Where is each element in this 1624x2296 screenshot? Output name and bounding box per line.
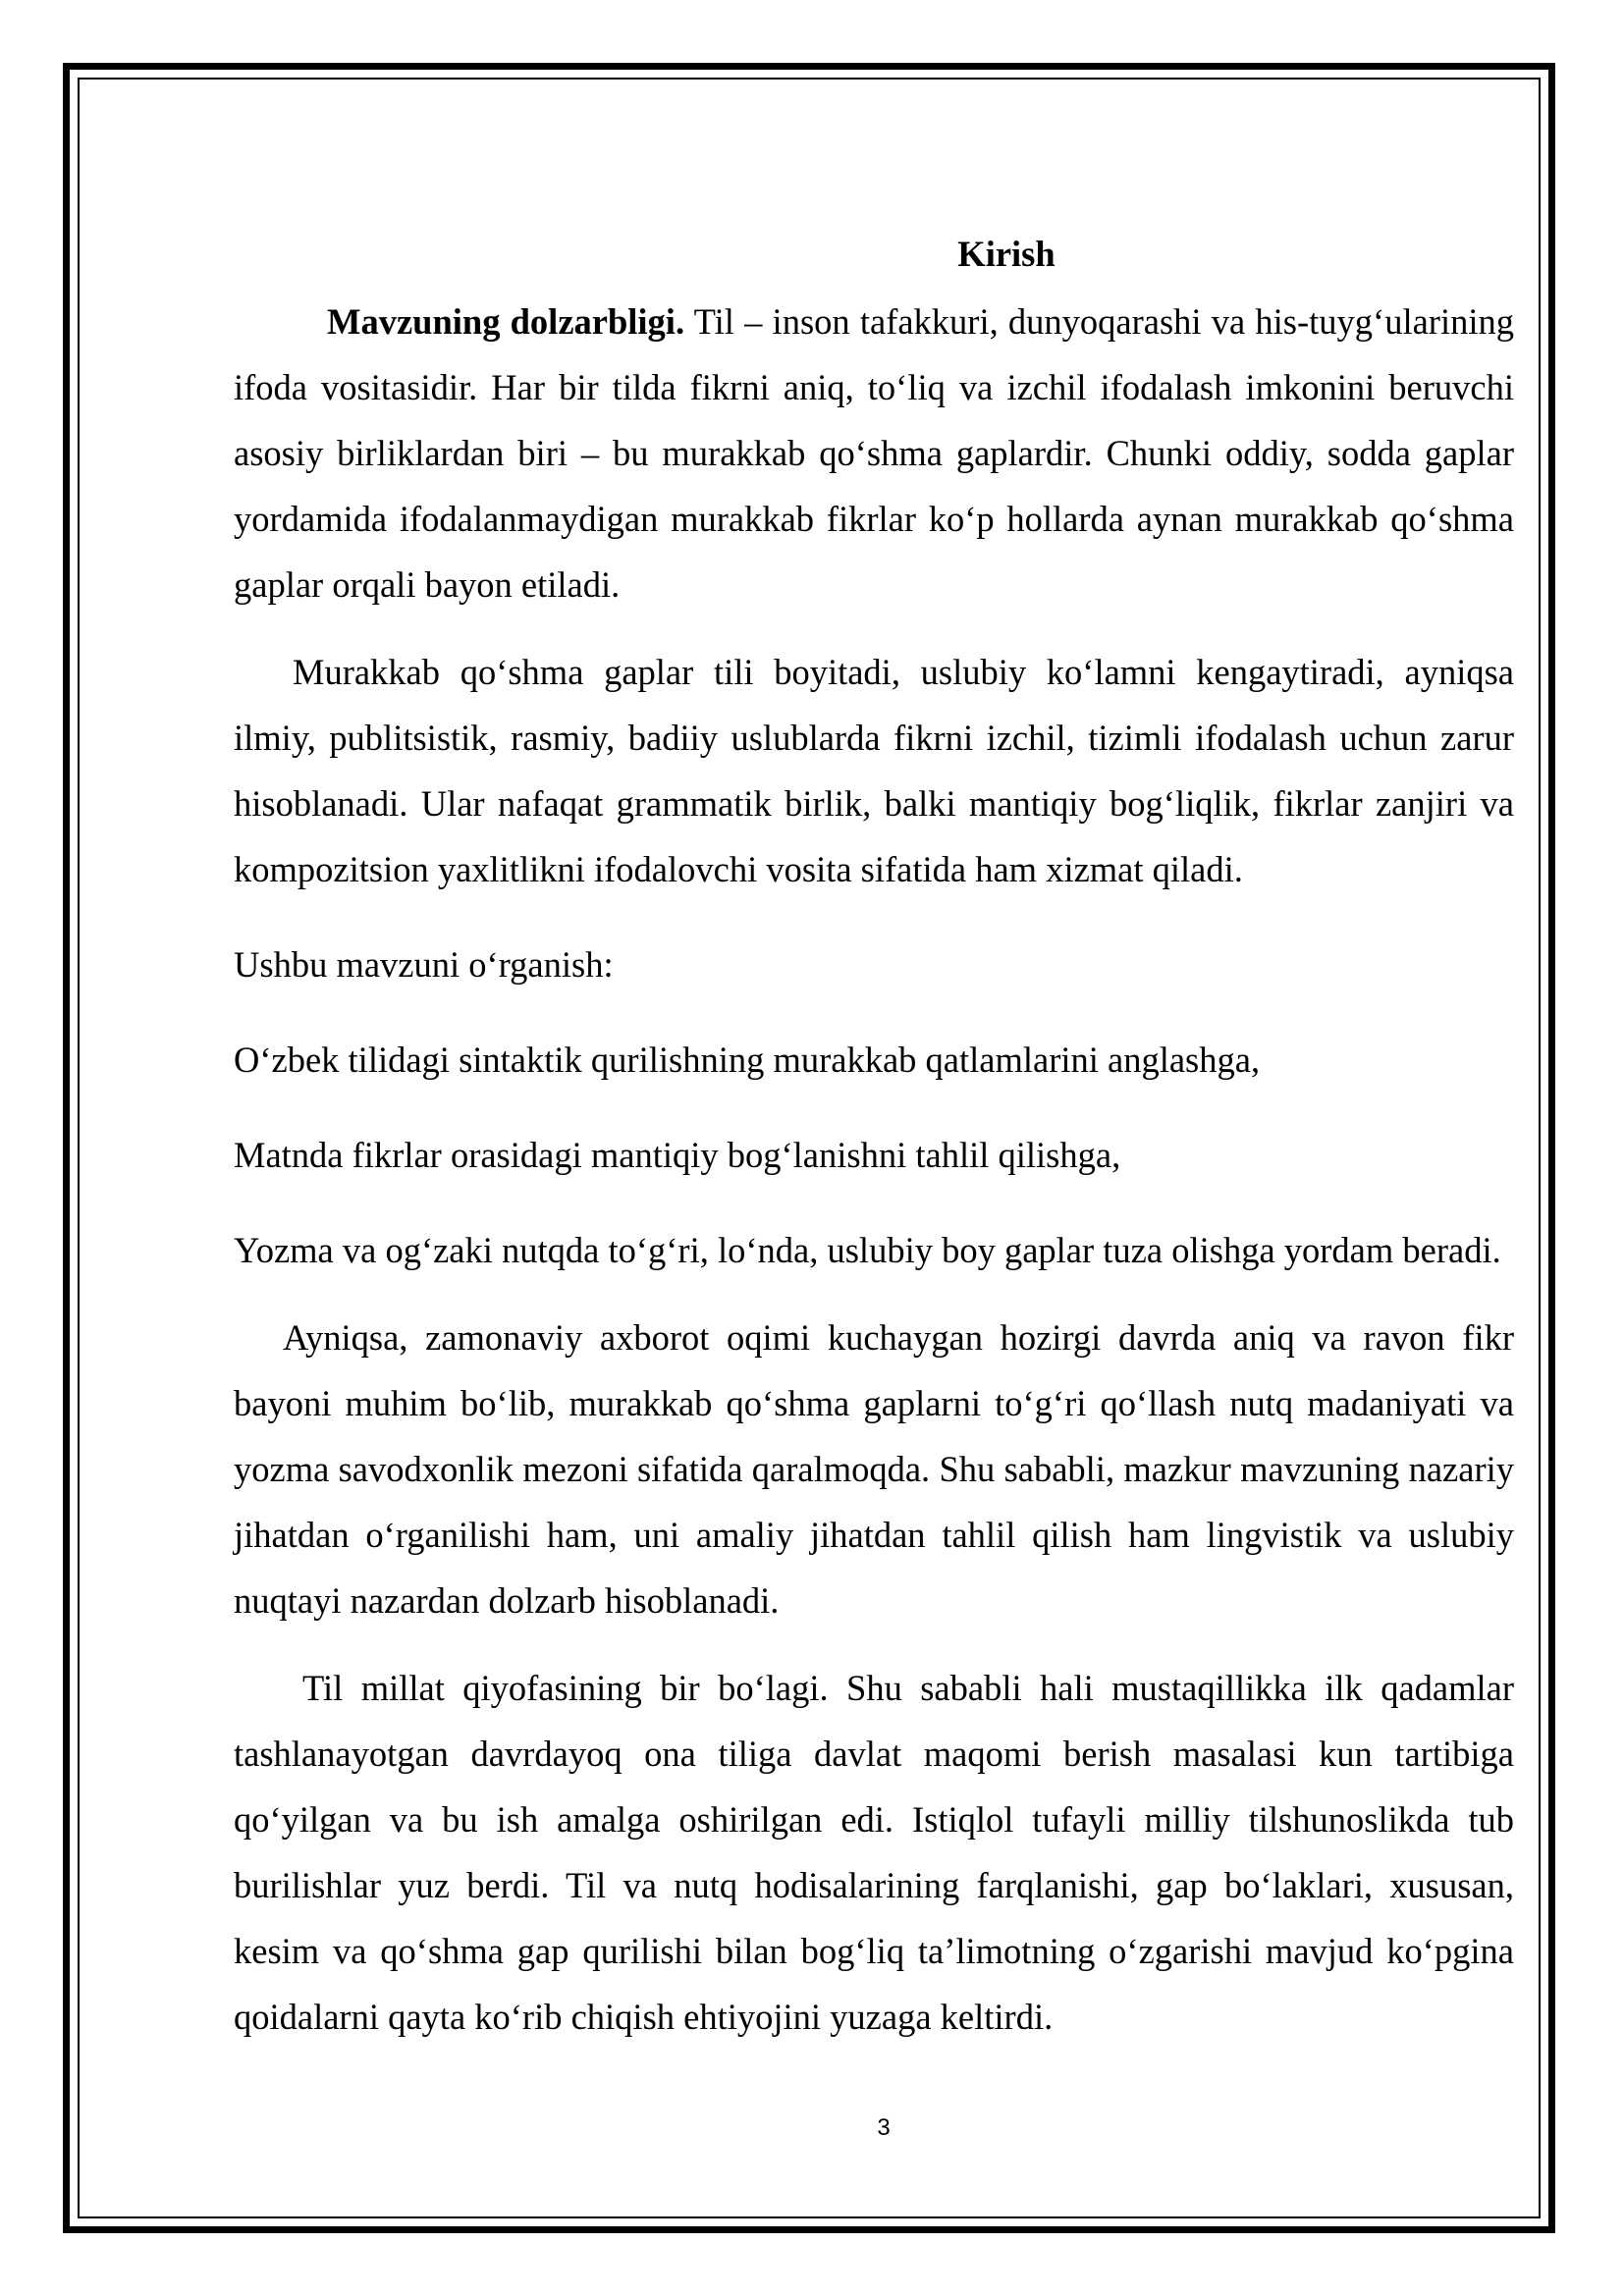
list-item: Yozma va og‘zaki nutqda to‘g‘ri, lo‘nda, uslubiy boy gaplar tuza olishga yordam beradi. xyxy=(234,1230,1501,1270)
document-body xyxy=(234,220,1514,2050)
page-number: 3 xyxy=(877,2114,891,2141)
section-heading: Kirish xyxy=(957,234,1056,274)
list-intro: Ushbu mavzuni o‘rganish: xyxy=(234,944,614,985)
paragraph-information-flow: Ayniqsa, zamonaviy axborot oqimi kuchaygan hozirgi davrda aniq va ravon fikr bayoni muhim bo‘lib, murakkab qo‘shma gaplarni to‘g‘ri qo‘llash nutq madaniyati va yozma savodxonlik mezoni sifatida qaralmoqda. Shu sababli, mazkur mavzuning nazariy jihatdan o‘rganilishi ham, uni amaliy jihatdan tahlil qilish ham lingvistik va uslubiy nuqtayi nazardan dolzarb hisoblanadi. xyxy=(234,1317,1514,1621)
paragraph-lead: Mavzuning dolzarbligi. xyxy=(327,301,685,342)
list-item: O‘zbek tilidagi sintaktik qurilishning murakkab qatlamlarini anglashga, xyxy=(234,1040,1261,1080)
paragraph-nation-language: Til millat qiyofasining bir bo‘lagi. Shu sababli hali mustaqillikka ilk qadamlar tashlanayotgan davrdayoq ona tiliga davlat maqomi berish masalasi kun tartibiga qo‘yilgan va bu ish amalga oshirilgan edi. Istiqlol tufayli milliy tilshunoslikda tub burilishlar yuz berdi. Til va nutq hodisalarining farqlanishi, gap bo‘laklari, xususan, kesim va qo‘shma gap qurilishi bilan bog‘liq ta’limotning o‘zgarishi mavjud ko‘pgina qoidalarni qayta ko‘rib chiqish ehtiyojini yuzaga keltirdi. xyxy=(234,1668,1514,2037)
paragraph-complex-sentences: Murakkab qo‘shma gaplar tili boyitadi, uslubiy ko‘lamni kengaytiradi, ayniqsa ilmiy, publitsistik, rasmiy, badiiy uslublarda fikrni izchil, tizimli ifodalash uchun zarur hisoblanadi. Ular nafaqat grammatik birlik, balki mantiqiy bog‘liqlik, fikrlar zanjiri va kompozitsion yaxlitlikni ifodalovchi vosita sifatida ham xizmat qiladi. xyxy=(234,652,1514,889)
list-item: Matnda fikrlar orasidagi mantiqiy bog‘lanishni tahlil qilishga, xyxy=(234,1135,1121,1175)
paragraph-text: Til – inson tafakkuri, dunyoqarashi va his-tuyg‘ularining ifoda vositasidir. Har bir tilda fikrni aniq, to‘liq va izchil ifodalash imkonini beruvchi asosiy birliklardan biri – bu murakkab qo‘shma gaplardir. Chunki oddiy, sodda gaplar yordamida ifodalanmaydigan murakkab fikrlar ko‘p hollarda aynan murakkab qo‘shma gaplar orqali bayon etiladi. xyxy=(234,301,1514,605)
paragraph-relevance xyxy=(234,289,1514,617)
